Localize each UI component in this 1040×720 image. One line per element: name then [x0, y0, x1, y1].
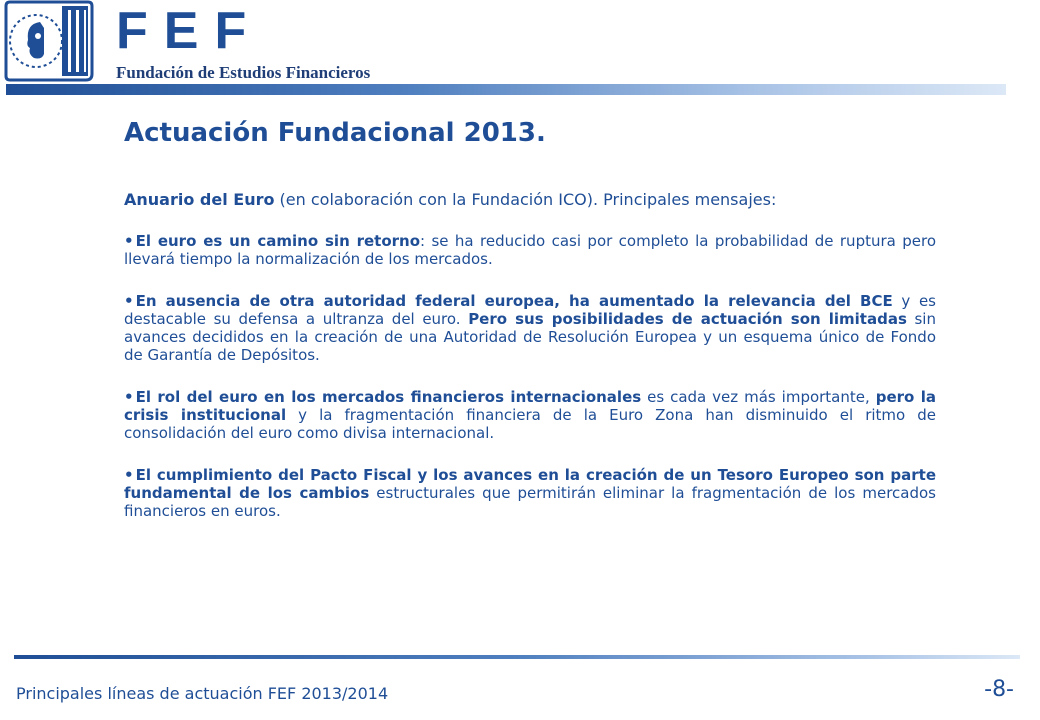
header-divider: [6, 84, 1006, 95]
intro-text: (en colaboración con la Fundación ICO). Principales mensajes:: [274, 190, 777, 209]
bullet-item: [124, 232, 936, 268]
bullet-marker: •: [124, 388, 134, 406]
fef-logo-emblem-icon: [2, 0, 94, 82]
bullet-item: [124, 388, 936, 442]
bullet-bold-text: Pero sus posibilidades de actuación son limitadas: [468, 310, 907, 328]
bullet-text: y es destacable su defensa a ultranza del euro.: [124, 292, 936, 328]
brand-wordmark: FEF: [116, 2, 263, 60]
slide-content: [124, 190, 936, 544]
intro-paragraph: [124, 190, 936, 210]
bullet-text: y la fragmentación financiera de la Euro Zona han disminuido el ritmo de consolidación del euro como divisa internacional.: [124, 406, 937, 442]
bullet-marker: •: [124, 232, 134, 250]
bullet-item: [124, 466, 936, 520]
bullet-bold-text: El rol del euro en los mercados financieros internacionales: [135, 388, 642, 406]
bullet-bold-text: El cumplimiento del Pacto Fiscal y los avances en la creación de un Tesoro Europeo son parte fundamental de los cambios: [124, 466, 936, 502]
bullet-marker: •: [124, 466, 134, 484]
bullet-text: es cada vez más importante,: [641, 388, 876, 406]
intro-bold: Anuario del Euro: [124, 190, 275, 209]
footer-divider: [14, 655, 1020, 659]
bullet-list: [124, 232, 936, 520]
bullet-bold-text: En ausencia de otra autoridad federal europea, ha aumentado la relevancia del BCE: [135, 292, 893, 310]
bullet-text: sin avances decididos en la creación de una Autoridad de Resolución Europea y un esquema único de Fondo de Garantía de Depósitos.: [124, 310, 936, 364]
bullet-bold-text: pero la crisis institucional: [124, 388, 936, 424]
brand-subtitle: Fundación de Estudios Financieros: [116, 63, 371, 82]
bullet-text: : se ha reducido casi por completo la probabilidad de ruptura pero llevará tiempo la normalización de los mercados.: [124, 232, 936, 268]
bullet-item: [124, 292, 936, 364]
page-number: -8-: [984, 677, 1014, 702]
footer-text: Principales líneas de actuación FEF 2013/2014: [16, 684, 389, 703]
bullet-marker: •: [124, 292, 134, 310]
bullet-bold-text: El euro es un camino sin retorno: [135, 232, 421, 250]
slide-title: Actuación Fundacional 2013.: [124, 118, 546, 148]
bullet-text: estructurales que permitirán eliminar la fragmentación de los mercados financieros en euros.: [124, 484, 936, 520]
